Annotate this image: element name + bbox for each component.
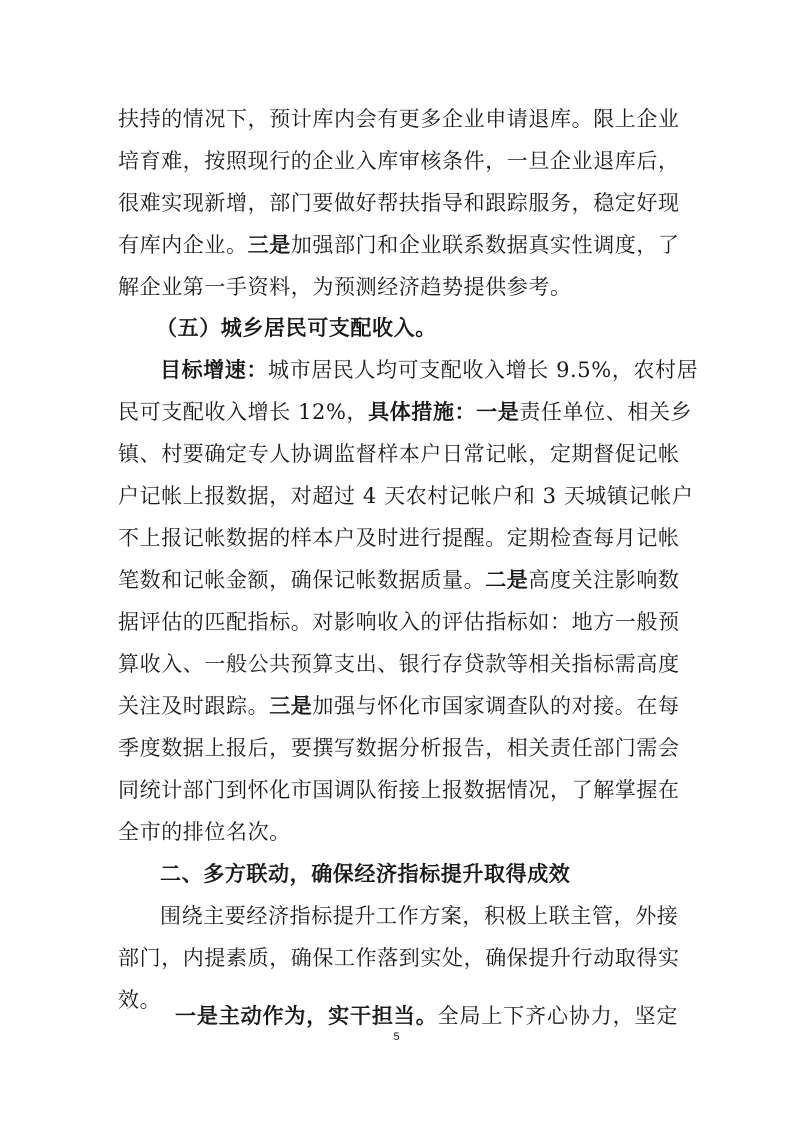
paragraph-line: 部门，内提素质，确保工作落到实处，确保提升行动取得实	[118, 946, 680, 970]
paragraph-line	[118, 230, 678, 260]
paragraph-line: 户记帐上报数据，对超过 4 天农村记帐户和 3 天城镇记帐户	[118, 484, 694, 508]
paragraph-line: 季度数据上报后，要撰写数据分析报告，相关责任部门需会	[118, 736, 680, 760]
text-run: 关注及时跟踪。	[118, 694, 270, 718]
section-heading: 二、多方联动，确保经济指标提升取得成效	[160, 862, 571, 886]
paragraph-line	[118, 901, 678, 931]
paragraph-line: 解企业第一手资料，为预测经济趋势提供参考。	[118, 275, 572, 299]
paragraph-line: 培育难，按照现行的企业入库审核条件，一旦企业退库后，	[118, 149, 680, 173]
emphasis-text: 三是	[269, 694, 313, 718]
emphasis-text: 二是	[485, 568, 529, 592]
text-run: 责任单位、相关乡	[519, 400, 693, 424]
emphasis-text: 目标增速：	[160, 358, 268, 382]
paragraph-line: 算收入、一般公共预算支出、银行存贷款等相关指标需高度	[118, 652, 680, 676]
emphasis-text: 一是主动作为，实干担当。	[175, 1004, 438, 1028]
text-run: 加强部门和企业联系数据真实性调度，了	[290, 233, 680, 257]
section-heading: （五）城乡居民可支配收入。	[156, 316, 437, 340]
paragraph-line	[118, 691, 678, 721]
paragraph-line: 全市的排位名次。	[118, 820, 291, 844]
text-run: 加强与怀化市国家调查队的对接。在每	[312, 694, 680, 718]
paragraph-line: 镇、村要确定专人协调监督样本户日常记帐，定期督促记帐	[118, 442, 680, 466]
text-run: 笔数和记帐金额，确保记帐数据质量。	[118, 568, 486, 592]
emphasis-text: 具体措施：	[368, 400, 477, 424]
paragraph-line: 同统计部门到怀化市国调队衔接上报数据情况，了解掌握在	[118, 778, 680, 802]
emphasis-text: 三是	[247, 233, 291, 257]
emphasis-text: 一是	[476, 400, 520, 424]
paragraph-line	[118, 397, 693, 427]
paragraph-line: 据评估的匹配指标。对影响收入的评估指标如：地方一般预	[118, 610, 680, 634]
paragraph-line	[175, 1001, 678, 1031]
text-run: 全局上下齐心协力，坚定	[437, 1004, 678, 1028]
text-run: 有库内企业。	[118, 233, 248, 257]
text-run: 高度关注影响数	[528, 568, 680, 592]
paragraph-line	[118, 355, 699, 385]
paragraph-line: 不上报记帐数据的样本户及时进行提醒。定期检查每月记帐	[118, 526, 680, 550]
paragraph-line: 很难实现新增，部门要做好帮扶指导和跟踪服务，稳定好现	[118, 191, 680, 215]
paragraph-line	[118, 565, 678, 595]
page-number: 5	[393, 1031, 400, 1043]
paragraph-line: 效。	[118, 988, 162, 1012]
text-run: 围绕主要经济指标提升工作方案，积极上联主管，外接	[160, 904, 679, 928]
text-run: 城市居民人均可支配收入增长 9.5%，农村居	[268, 358, 699, 382]
text-run: 民可支配收入增长 12%，	[118, 400, 369, 424]
paragraph-line: 扶持的情况下，预计库内会有更多企业申请退库。限上企业	[118, 107, 680, 131]
